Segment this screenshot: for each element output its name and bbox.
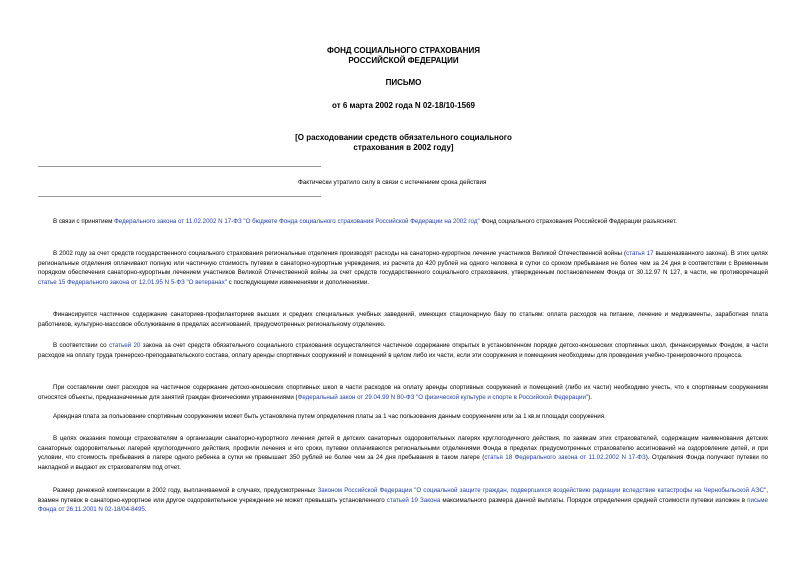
- paragraph-4: [38, 341, 768, 360]
- paragraph-text: В связи с принятием: [53, 218, 115, 225]
- paragraph-text: , взамен путевок в санаторно-курортное или другое оздоровительное учреждение не может превышать установленного: [38, 487, 768, 504]
- org-name-line1: ФОНД СОЦИАЛЬНОГО СТРАХОВАНИЯ: [327, 46, 480, 55]
- paragraph-text: ).: [588, 393, 592, 401]
- paragraph-text: максимального размера данной выплаты. Порядок определения средней стоимости путевки изложен в: [440, 496, 748, 504]
- org-name-line2: РОССИЙСКОЙ ФЕДЕРАЦИИ: [348, 56, 459, 65]
- paragraph-6: [38, 412, 768, 422]
- paragraph-text: В соответствии со: [53, 342, 109, 349]
- paragraph-text: .: [144, 506, 147, 513]
- paragraph-text: Арендная плата за пользование спортивным сооружением может быть установлена путем определения платы за 1 час пользования данным сооружением или за 1 кв.м площади сооружения.: [53, 413, 606, 420]
- doc-subject-line1: [О расходовании средств обязательного социального: [295, 133, 512, 142]
- paragraph-text: закона за счет средств обязательного социального страхования осуществляется частичное содержание открытых в установленном порядке детско-юношеских спортивных школ, финансируемых Фондом, в части расходов на оплату труда тренерско-преподавательского состава, оплату аренды спортивных сооружений и помещений в целом либо их части, если эти сооружения и помещения необходимы для проведения учебно-тренировочного процесса.: [38, 342, 768, 359]
- paragraph-text: вышеназванного закона). В этих целях региональные отделения оплачивают полную или частичную стоимость путевки в санаторно-курортные учреждения, из расчета до 420 рублей на одного человека в сутки со сроком пребывания не более чем за 24 дня в соответствии с Временным порядком обеспечения санаторно-курортным лечением участников Великой Отечественной войны за счет средств государственного социального страхования, утвержденным постановлением Фонда от 30.12.97 N 127, в части, не противоречащей: [38, 250, 768, 276]
- paragraph-text: ). Отделения Фонда получают путевки по накладной и выдают их страхователям под отчет.: [38, 454, 768, 471]
- law-link[interactable]: статья 17: [626, 250, 654, 257]
- paragraph-text: с последующими изменениями и дополнениями.: [226, 278, 370, 286]
- law-link[interactable]: статьей 19 Закона: [386, 496, 441, 504]
- law-link[interactable]: Федерального закона от 11.02.2002 N 17-ФЗ "О бюджете Фонда социального страхования Российской Федерации на 2002 год": [114, 218, 480, 225]
- paragraph-8: [38, 486, 768, 515]
- doc-date: от 6 марта 2002 года N 02-18/10-1569: [332, 101, 475, 110]
- paragraph-text: При составлении смет расходов на частичное содержание детско-юношеских спортивных школ в части расходов на оплату аренды спортивных сооружений и помещений (либо их части) необходимо учесть, что к спортивным сооружениям относятся объекты, предназначенные для занятий граждан физическими упражнениями (: [38, 384, 768, 401]
- doc-subject: [0, 133, 807, 153]
- doc-subject-line2: страхования в 2002 году]: [353, 143, 454, 152]
- law-link[interactable]: статьей 20: [108, 342, 141, 349]
- paragraph-2: [38, 249, 768, 287]
- law-link[interactable]: Федеральный закон от 29.04.99 N 80-ФЗ "О физической культуре и спорте в Российской Федерации": [297, 393, 589, 401]
- paragraph-text: В целях оказания помощи страхователям в организации санаторно-курортного лечения детей в детских санаторных оздоровительных лагерях круглогодичного действия, по заявкам этих страхователей, содержащим наименования детских санаторных оздоровительных лагерей круглогодичного действия, профили лечения и его сроки, путевки оплачиваются региональными отделениями Фонда в пределах предусмотренных страхователю ассигнований на оздоровление детей, и при условии, что стоимость пребывания в лагере одного ребенка в сутки не превышает 350 рублей не более чем за 24 дня пребывания в таком лагере (: [38, 435, 768, 461]
- divider-top: [38, 166, 321, 167]
- paragraph-text: Фонд социального страхования Российской Федерации разъясняет.: [479, 218, 677, 225]
- divider-bottom: [38, 196, 321, 197]
- law-link[interactable]: статье 15 Федерального закона от 12.01.95 N 5-ФЗ "О ветеранах": [38, 278, 227, 286]
- status-note: Фактически утратило силу в связи с истечением срока действия: [298, 179, 487, 186]
- paragraph-5: [38, 383, 768, 402]
- letter-link[interactable]: письме Фонда от 26.11.2001 N 02-18/04-8495: [38, 496, 768, 513]
- paragraph-text: В 2002 году за счет средств государственного социального страхования региональные отделения производят расходы на санаторно-курортное лечение участников Великой Отечественной войны (: [53, 250, 627, 257]
- paragraph-1: [38, 217, 768, 227]
- doc-type: ПИСЬМО: [385, 78, 422, 87]
- paragraph-3: [38, 310, 768, 329]
- law-link[interactable]: статья 18 Федерального закона от 11.02.2002 N 17-ФЗ: [484, 454, 646, 461]
- paragraph-text: Финансируется частичное содержание санаториев-профилакториев высших и средних специальных учебных заведений, имеющих стационарную базу по статьям: оплата расходов на питание, лечение и медикаменты, заработная плата работников, культурно-массовое обслуживание в пределах ассигнований, предусмотренных региональному отделению.: [38, 311, 768, 328]
- law-link[interactable]: Законом Российской Федерации "О социальной защите граждан, подвергшихся воздействию радиации вследствие катастрофы на Чернобыльской АЭС": [317, 487, 767, 494]
- paragraph-text: Размер денежной компенсации в 2002 году, выплачиваемой в случаях, предусмотренных: [53, 487, 318, 494]
- paragraph-7: [38, 434, 768, 472]
- org-name: [0, 46, 807, 66]
